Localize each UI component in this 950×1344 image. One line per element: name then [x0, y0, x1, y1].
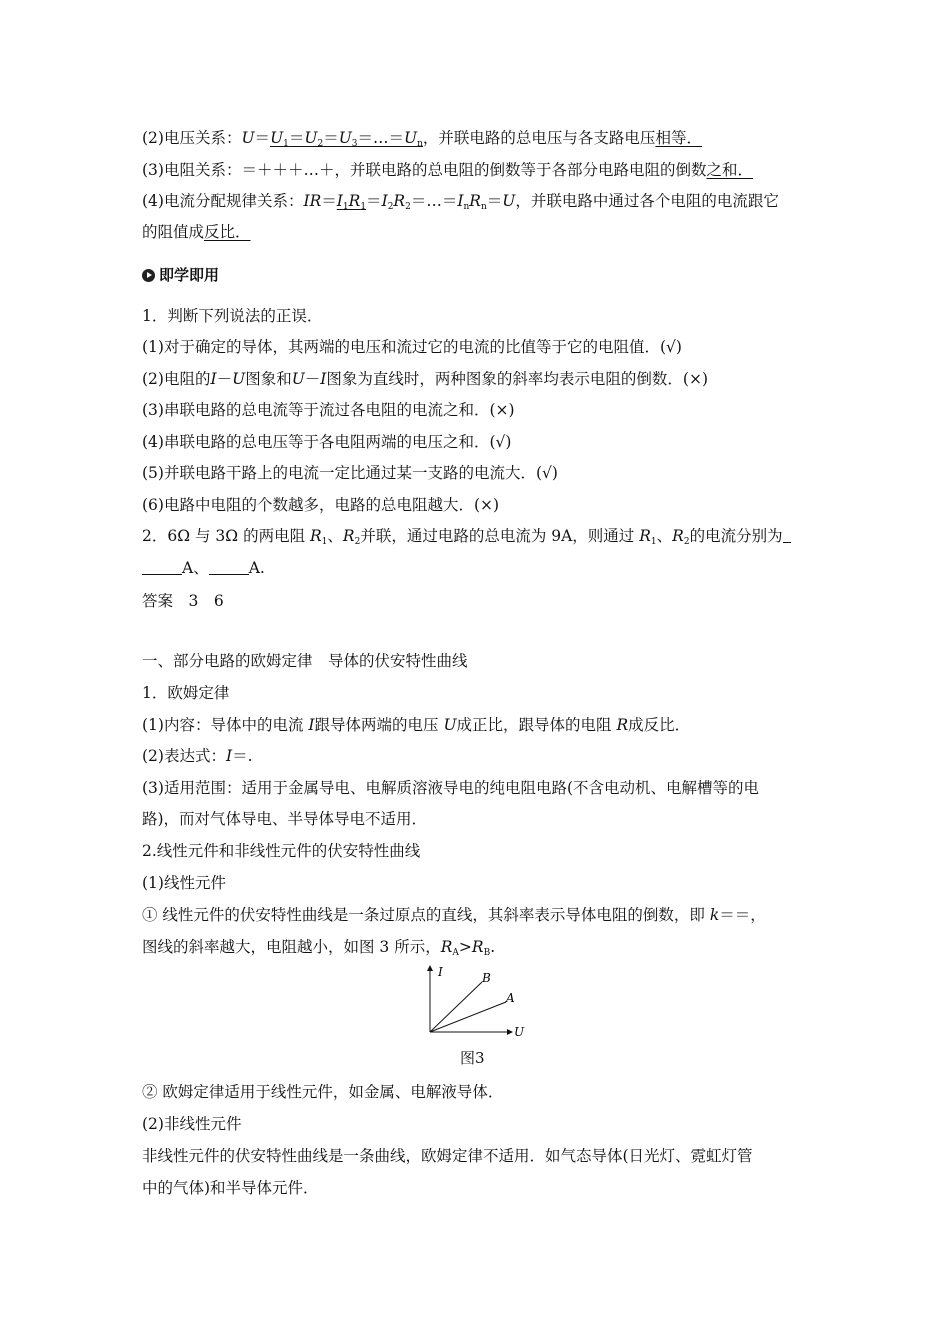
answer-blank-2: [209, 560, 249, 575]
ohms-law-scope-1: (3)适用范围：适用于金属导电、电解质溶液导电的纯电阻电路(不含电动机、电解槽等的电: [142, 779, 760, 797]
ohms-law-scope-2: 路)，而对气体导电、半导体导电不适用．: [142, 810, 428, 828]
iv-curve-diagram: [418, 962, 538, 1042]
linear-element-heading: (1)线性元件: [142, 874, 226, 892]
answer-blank-start: [783, 528, 791, 543]
question-1: 1．判断下列说法的正误．: [142, 307, 323, 325]
ohms-law-content: (1)内容：导体中的电流 I跟导体两端的电压 U成正比，跟导体的电阻 R成反比．: [142, 716, 691, 734]
play-bullet-icon: [142, 269, 155, 282]
figure-caption: 图3: [460, 1049, 485, 1067]
current-distribution-line-2: 的阻值成反比．: [142, 223, 251, 241]
question-2: 2．6Ω 与 3Ω 的两电阻 $R_1$、$R_2$并联，通过电路的总电流为 9A，则通过 $R_1$、$R_2$的电流分别为: [142, 526, 791, 546]
x-axis-label: U: [514, 1025, 525, 1039]
nonlinear-element-text-2: 中的气体)和半导体元件．: [142, 1179, 319, 1197]
question-1-item-4: (4)串联电路的总电压等于各电阻两端的电压之和．(√): [142, 433, 512, 451]
linear-element-text-1: ① 线性元件的伏安特性曲线是一条过原点的直线，其斜率表示导体电阻的倒数，即 k＝＝，: [142, 906, 766, 924]
nonlinear-element-heading: (2)非线性元件: [142, 1115, 242, 1133]
question-2-blanks: A、 A.: [142, 558, 265, 578]
nonlinear-element-text-1: 非线性元件的伏安特性曲线是一条曲线，欧姆定律不适用．如气态导体(日光灯、霓虹灯管: [142, 1147, 753, 1165]
ohms-law-expression: (2)表达式：I＝.: [142, 747, 253, 765]
current-distribution-line: (4)电流分配规律关系：$IR=I_1R_1=I_2R_2=\dots=I_nR_n=U$，并联电路中通过各个电阻的电流跟它: [142, 192, 779, 212]
y-axis-label: I: [438, 965, 443, 979]
practice-header: 即学即用: [142, 265, 219, 285]
ohms-law-heading: 1．欧姆定律: [142, 684, 230, 702]
iv-curve-figure: [418, 962, 538, 1046]
section-title: 一、部分电路的欧姆定律 导体的伏安特性曲线: [142, 652, 468, 670]
answer-line: 答案 3 6: [142, 592, 224, 610]
ohms-law-applicability: ② 欧姆定律适用于线性元件，如金属、电解液导体．: [142, 1083, 504, 1101]
answer-blank-1: [142, 560, 182, 575]
line-b: [430, 982, 482, 1032]
line-b-label: B: [482, 971, 491, 985]
question-1-item-6: (6)电路中电阻的个数越多，电路的总电阻越大．(×): [142, 496, 500, 514]
iv-curve-heading: 2.线性元件和非线性元件的伏安特性曲线: [142, 842, 421, 860]
resistance-relation-line: (3)电阻关系：＝＋＋＋…＋，并联电路的总电阻的倒数等于各部分电路电阻的倒数之和．: [142, 161, 753, 179]
voltage-relation-line: (2)电压关系：$U=U_1=U_2=U_3=\dots=U_n$，并联电路的总电压与各支路电压相等．: [142, 129, 702, 149]
question-1-item-1: (1)对于确定的导体，其两端的电压和流过它的电流的比值等于它的电阻值．(√): [142, 338, 682, 356]
question-1-item-2: (2)电阻的I－U图象和U－I图象为直线时，两种图象的斜率均表示电阻的倒数．(×): [142, 370, 709, 388]
question-1-item-3: (3)串联电路的总电流等于流过各电阻的电流之和．(×): [142, 401, 515, 419]
line-a: [430, 1002, 506, 1032]
linear-element-text-2: 图线的斜率越大，电阻越小，如图 3 所示，$R_A>R_B$.: [142, 938, 496, 958]
question-1-item-5: (5)并联电路干路上的电流一定比通过某一支路的电流大．(√): [142, 464, 558, 482]
line-a-label: A: [506, 991, 515, 1005]
